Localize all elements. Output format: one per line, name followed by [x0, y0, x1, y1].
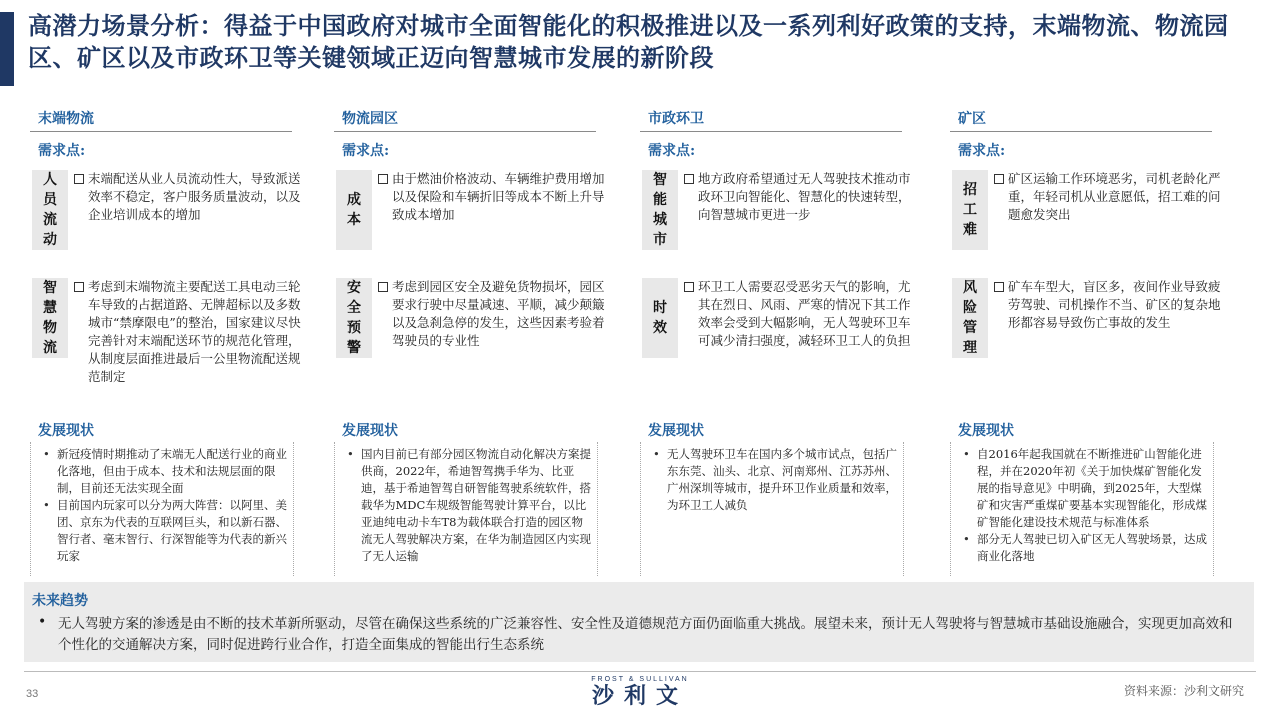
development-item: • 自2016年起我国就在不断推进矿山智能化进程，并在2020年初《关于加快煤矿智能化发展的指导意见》中明确，到2025年，大型煤矿和灾害严重煤矿要基本实现智能化，形成煤矿智能化建设技术规范与标准体系: [977, 446, 1207, 531]
column-divider: [950, 131, 1212, 132]
need-text: 末端配送从业人员流动性大，导致派送效率不稳定，客户服务质量波动，以及企业培训成本的增加: [88, 171, 301, 222]
need-tag: 成本: [336, 170, 372, 250]
need-tag: 时效: [642, 278, 678, 358]
need-text: 矿车车型大，盲区多，夜间作业导致疲劳驾驶、司机操作不当、矿区的复杂地形都容易导致伤亡事故的发生: [1008, 279, 1221, 330]
frost-sullivan-logo: [570, 676, 710, 709]
column-last-mile-logistics: [30, 108, 310, 563]
need-item: [334, 278, 614, 408]
development-label: 发展现状: [38, 423, 94, 439]
future-trends-label: 未来趋势: [32, 593, 88, 609]
title-accent-bar: [0, 12, 14, 86]
column-divider: [640, 131, 902, 132]
development-item: • 无人驾驶环卫车在国内多个城市试点，包括广东东莞、汕头、北京、河南郑州、江苏苏州、广州深圳等城市，提升环卫作业质量和效率，为环卫工人减负: [667, 446, 897, 514]
development-label: 发展现状: [342, 423, 398, 439]
checkbox-icon: [684, 282, 694, 292]
bullet-icon: •: [38, 614, 47, 630]
development-box: [334, 442, 598, 576]
need-item: [950, 170, 1230, 260]
column-divider: [334, 131, 596, 132]
need-item: [640, 278, 920, 408]
logo-english: FROST & SULLIVAN: [591, 676, 689, 683]
need-text: 地方政府希望通过无人驾驶技术推动市政环卫向智能化、智慧化的快速转型，向智慧城市更进一步: [698, 171, 911, 222]
need-tag: 招工难: [952, 170, 988, 250]
need-label: 需求点:: [648, 143, 696, 159]
checkbox-icon: [994, 174, 1004, 184]
checkbox-icon: [74, 282, 84, 292]
column-title: 末端物流: [38, 111, 94, 127]
need-text: 环卫工人需要忍受恶劣天气的影响，尤其在烈日、风雨、严寒的情况下其工作效率会受到大幅影响，无人驾驶环卫车可减少清扫强度，减轻环卫工人的负担: [698, 279, 911, 348]
need-tag: 安全预警: [336, 278, 372, 358]
checkbox-icon: [994, 282, 1004, 292]
source-note: 资料来源：沙利文研究: [1123, 684, 1244, 698]
development-item: • 国内目前已有部分园区物流自动化解决方案提供商，2022年，希迪智驾携手华为、比亚迪，基于希迪智驾自研智能驾驶系统软件，搭载华为MDC车规级智能驾驶计算平台，以比亚迪纯电动卡车T8为载体联合打造的园区物流无人驾驶解决方案，在华为制造园区内实现了无人运输: [361, 446, 591, 565]
development-label: 发展现状: [958, 423, 1014, 439]
need-label: 需求点:: [958, 143, 1006, 159]
page-number: 33: [26, 688, 39, 700]
need-tag: 智能城市: [642, 170, 678, 250]
need-text: 考虑到园区安全及避免货物损坏，园区要求行驶中尽量减速、平顺，减少颠簸以及急刹急停的发生，这些因素考验着驾驶员的专业性: [392, 279, 605, 348]
development-box: [640, 442, 904, 576]
need-item: [334, 170, 614, 260]
need-tag: 智慧物流: [32, 278, 68, 358]
development-item: • 目前国内玩家可以分为两大阵营：以阿里、美团、京东为代表的互联网巨头，和以新石器、智行者、毫末智行、行深智能等为代表的新兴玩家: [57, 497, 287, 565]
checkbox-icon: [378, 174, 388, 184]
future-trends-text: 无人驾驶方案的渗透是由不断的技术革新所驱动，尽管在确保这些系统的广泛兼容性、安全性及道德规范方面仍面临重大挑战。展望未来，预计无人驾驶将与智慧城市基础设施融合，实现更加高效和个性化的交通解决方案，同时促进跨行业合作，打造全面集成的智能出行生态系统: [58, 616, 1233, 653]
need-text: 由于燃油价格波动、车辆维护费用增加以及保险和车辆折旧等成本不断上升导致成本增加: [392, 171, 605, 222]
page-title: 高潜力场景分析：得益于中国政府对城市全面智能化的积极推进以及一系列利好政策的支持，末端物流、物流园区、矿区以及市政环卫等关键领域正迈向智慧城市发展的新阶段: [28, 11, 1229, 72]
column-mining: [950, 108, 1230, 563]
need-tag: 人员流动: [32, 170, 68, 250]
column-title: 矿区: [958, 111, 986, 127]
column-title: 物流园区: [342, 111, 398, 127]
need-item: [640, 170, 920, 260]
development-box: [30, 442, 294, 576]
footer-divider: [24, 671, 1256, 672]
column-municipal-sanitation: [640, 108, 920, 512]
development-label: 发展现状: [648, 423, 704, 439]
need-item: [950, 278, 1230, 408]
checkbox-icon: [74, 174, 84, 184]
development-box: [950, 442, 1214, 576]
need-text: 矿区运输工作环境恶劣，司机老龄化严重，年轻司机从业意愿低，招工难的问题愈发突出: [1008, 171, 1221, 222]
column-title: 市政环卫: [648, 111, 704, 127]
development-item: • 部分无人驾驶已切入矿区无人驾驶场景，达成商业化落地: [977, 531, 1207, 565]
need-label: 需求点:: [38, 143, 86, 159]
column-divider: [30, 131, 292, 132]
need-label: 需求点:: [342, 143, 390, 159]
need-tag: 风险管理: [952, 278, 988, 358]
column-logistics-park: [334, 108, 614, 563]
logo-chinese: 沙利文: [591, 683, 688, 709]
future-trends-panel: [24, 582, 1254, 662]
need-item: [30, 278, 310, 408]
need-item: [30, 170, 310, 260]
development-item: • 新冠疫情时期推动了末端无人配送行业的商业化落地，但由于成本、技术和法规层面的限制，目前还无法实现全面: [57, 446, 287, 497]
checkbox-icon: [378, 282, 388, 292]
checkbox-icon: [684, 174, 694, 184]
need-text: 考虑到末端物流主要配送工具电动三轮车导致的占据道路、无牌超标以及多数城市“禁摩限电”的整治，国家建议尽快完善针对末端配送环节的规范化管理，从制度层面推进最后一公里物流配送规范制定: [88, 279, 301, 384]
